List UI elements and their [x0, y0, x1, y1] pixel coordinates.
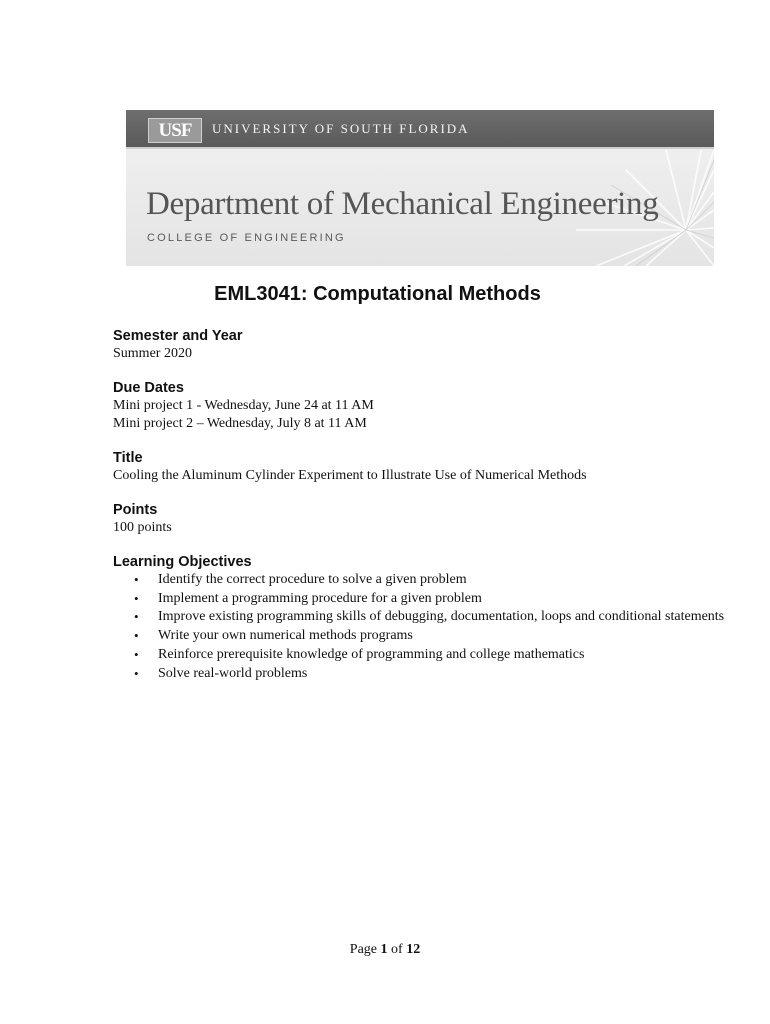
bullet-icon: •	[134, 665, 139, 681]
list-item	[113, 571, 733, 590]
bullet-icon: •	[134, 628, 139, 644]
semester-heading: Semester and Year	[113, 328, 243, 344]
list-item	[113, 608, 733, 627]
page-word: Page	[349, 942, 378, 957]
points-section	[113, 502, 733, 537]
bullet-icon: •	[134, 609, 139, 625]
semester-text: Summer 2020	[113, 346, 192, 361]
due-date-line: Mini project 1 - Wednesday, June 24 at 11 AM	[113, 398, 374, 413]
objective-text: Improve existing programming skills of debugging, documentation, loops and conditional statements	[158, 609, 725, 625]
course-title: EML3041: Computational Methods	[214, 283, 541, 305]
list-item	[113, 627, 733, 646]
objectives-heading: Learning Objectives	[113, 554, 252, 570]
bullet-icon: •	[134, 646, 139, 662]
objectives-section	[113, 554, 733, 683]
title-section	[113, 450, 733, 485]
bullet-icon: •	[134, 572, 139, 587]
document-body	[113, 328, 733, 700]
objective-text: Reinforce prerequisite knowledge of programming and college mathematics	[158, 646, 585, 662]
due-dates-section	[113, 380, 733, 433]
objective-text: Identify the correct procedure to solve a given problem	[158, 572, 467, 587]
objective-text: Solve real-world problems	[158, 665, 308, 681]
list-item	[113, 665, 733, 684]
of-word: of	[391, 942, 403, 957]
due-dates-heading: Due Dates	[113, 380, 184, 396]
title-text: Cooling the Aluminum Cylinder Experiment to Illustrate Use of Numerical Methods	[113, 468, 587, 483]
list-item	[113, 590, 733, 609]
list-item	[113, 646, 733, 665]
points-heading: Points	[113, 502, 158, 518]
total-pages: 12	[406, 942, 421, 957]
objective-text: Write your own numerical methods programs	[158, 628, 413, 644]
department-name: Department of Mechanical Engineering	[146, 186, 659, 222]
university-name: UNIVERSITY OF SOUTH FLORIDA	[212, 121, 470, 136]
objective-text: Implement a programming procedure for a given problem	[158, 590, 482, 606]
points-text: 100 points	[113, 520, 172, 535]
banner-header-bar	[126, 110, 714, 149]
title-heading: Title	[113, 450, 143, 466]
usf-logo: USF	[148, 118, 202, 143]
bullet-icon: •	[134, 590, 139, 606]
page-number	[0, 942, 770, 958]
current-page: 1	[380, 942, 388, 957]
college-name: COLLEGE OF ENGINEERING	[147, 232, 346, 244]
due-date-line: Mini project 2 – Wednesday, July 8 at 11 AM	[113, 416, 367, 431]
department-banner	[126, 110, 714, 266]
objectives-list	[113, 571, 733, 683]
semester-section	[113, 328, 733, 363]
